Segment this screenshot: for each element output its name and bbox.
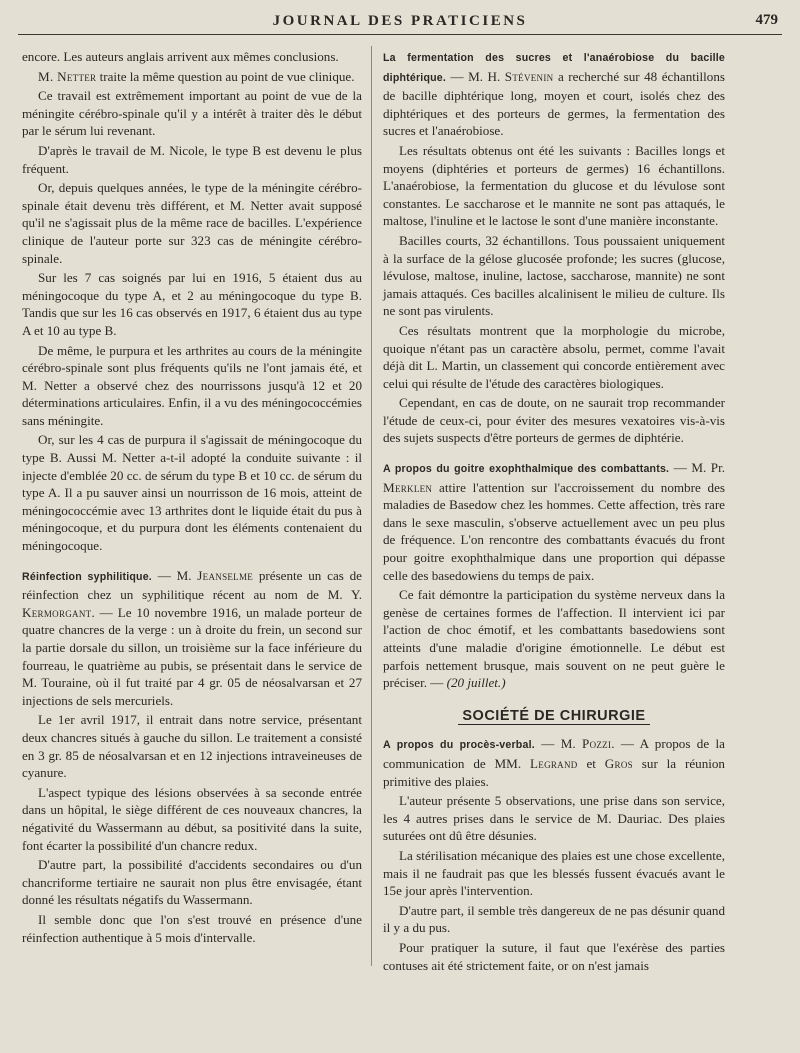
page-header [18,6,782,35]
paragraph: Ce travail est extrêmement important au point de vue de la méningite cérébro-spinale qu'il y a intérêt à traiter dès le début par le sérum lui revenant. [22,88,362,139]
paragraph: D'autre part, il semble très dangereux de ne pas désunir quand il y a du pus. [383,902,725,936]
paragraph: Cependant, en cas de doute, on ne saurait trop recommander l'étude de ceux-ci, pour éviter des mesures vexatoires vis-à-vis des sujets suspects d'être porteurs de germes de diphtérie. [383,395,725,446]
author-name: Gros [604,755,633,771]
paragraph: L'auteur présente 5 observations, une prise dans son service, les 4 autres prises dans le service de M. Dauriac. Des plaies suturées ont dû être désunies. [383,793,725,844]
page-number: 479 [755,12,778,28]
paragraph: D'autre part, la possibilité d'accidents secondaires ou d'un chancriforme tertiaire ne saurait non plus être envisagée, étant donné les résultats négatifs du Wassermann. [22,857,362,908]
author-name: Stévenin [504,68,554,84]
paragraph: D'après le travail de M. Nicole, le type B est devenu le plus fréquent. [22,142,362,176]
paragraph: Les résultats obtenus ont été les suivants : Bacilles longs et moyens (diphtéries et porteurs de germes) 16 échantillons. L'anaérobiose, la fermentation du glucose et du lévulose sont constantes. Le saccharose et le mannite ne sont pas attaqués, le maltose, l'inuline et le lactose le sont d'une manière inconstante. [383,142,725,229]
paragraph: encore. Les auteurs anglais arrivent aux mêmes conclusions. [22,49,339,64]
article-reinfection: Réinfection syphilitique. — M. Jeanselme présente un cas de réinfection chez un syphilitique récent au nom de M. Y. Kermorgant. — Le 10 novembre 1916, un malade porteur de quatre chancres de la verge : un à droite du frein, un second sur la partie dorsale du sillon, un troisième sur la face inférieure du fourreau, le quatrième au pubis, se présentait dans le service de M. Touraine, où il fut traité par 4 gr. 05 de néosalvarsan et 27 injections de sels mercuriels. [22,567,362,708]
section-heading: SOCIÉTÉ DE CHIRURGIE [383,708,725,726]
article-heading: A propos du procès-verbal. [383,739,535,752]
paragraph: Pour pratiquer la suture, il faut que l'exérèse des parties contuses ait été strictement faite, or on n'est jamais [383,939,725,973]
paragraph: De même, le purpura et les arthrites au cours de la méningite cérébro-spinale sont plus fréquents qu'ils ne l'ont jamais été, et M. Netter a observé chez des nourrissons jusqu'à 12 et 20 déterminations articulaires. Enfin, il a vu des méningococcémies sans méningite. [22,342,362,428]
author-name: Merklen [383,479,433,495]
article-fermentation: La fermentation des sucres et l'anaérobiose du bacille diphtérique. — M. H. Stévenin a recherché sur 48 échantillons de bacille diphtérique long, moyen et court, isolés chez des diphtériques et des porteurs de germes, la fermentation des sucres et l'anaérobiose. [383,52,725,139]
article-proces-verbal: A propos du procès-verbal. — M. Pozzi. — A propos de la communication de MM. Legrand et Gros sur la réunion primitive des plaies. [383,736,725,789]
paragraph: Or, depuis quelques années, le type de la méningite cérébro-spinale était devenu très différent, et M. Netter avait supposé qu'il ne s'agissait plus de la même race de bacilles. L'expérience clinique de l'auteur porte sur 323 cas de méningite cérébro-spinale. [22,180,362,266]
article-heading: La fermentation des sucres et l'anaérobiose du bacille diphtérique. [383,52,725,84]
date-note: (20 juillet.) [446,675,506,691]
paragraph: L'aspect typique des lésions observées à sa seconde entrée dans un hôpital, le siège différent de ces nouveaux chancres, la négativité du Wassermann au début, sa positivité dans la suite, font écarter la possibilité d'un chancre redux. [22,784,362,853]
author-name: Kermorgant [22,604,92,620]
journal-title: JOURNAL DES PRATICIENS [272,13,528,29]
paragraph: Ce fait démontre la participation du système nerveux dans la genèse de certaines formes de l'affection. Il intervient ici par l'action de choc émotif, et les combattants basedowiens sont atteints d'une maladie d'origine émotionnelle. Le début est parfois nettement brusque, mais souvent on ne peut guère le préciser. — (20 juillet.) [383,587,725,691]
column-divider [371,46,372,966]
paragraph: La stérilisation mécanique des plaies est une chose excellente, mais il ne faudrait pas que les blessés fussent évacués avant le 15e jour après l'intervention. [383,847,725,899]
author-name: Legrand [529,755,578,771]
paragraph: Sur les 7 cas soignés par lui en 1916, 5 étaient dus au méningocoque du type A, et 2 au méningocoque du type B. Tandis que sur les 16 cas observés en 1917, 6 étaient dus au type A et 10 au type B. [22,270,362,338]
left-column [22,48,362,948]
paragraph: Le 1er avril 1917, il entrait dans notre service, présentant deux chancres situés à gauche du sillon. Le traitement a consisté en 3 gr. 85 de néosalvarsan et en 12 injections intraveineuses de cyanure. [22,712,362,781]
article-heading: A propos du goitre exophthalmique des combattants. [383,463,670,476]
paragraph-text: traite la même question au point de vue clinique. [96,68,355,84]
paragraph: Il semble donc que l'on s'est trouvé en présence d'une réinfection authentique à 5 mois d'intervalle. [22,911,362,945]
author-name: Jeanselme [197,567,254,583]
paragraph: Bacilles courts, 32 échantillons. Tous poussaient uniquement à la surface de la gélose glucosée profonde; les sucres (glucose, lévulose, maltose, inuline, lactose, saccharose, mannite) ne sont jamais attaqués. Ces bacilles alcalinisent le milieu de culture. Ils ne sont pas virulents. [383,232,725,319]
paragraph: Ces résultats montrent que la morphologie du microbe, quoique n'étant pas un caractère absolu, permet, comme l'avait déjà dit L. Martin, un classement qui concorde entièrement avec celui qui résulte de l'étude des caractères biologiques. [383,322,725,391]
article-heading: Réinfection syphilitique. [22,570,152,583]
right-column [383,48,725,976]
article-goitre: A propos du goitre exophthalmique des combattants. — M. Pr. Merklen attire l'attention sur l'accroissement du nombre des maladies de Basedow chez les hommes. Cette affection, très rare dans le sexe masculin, s'observe actuellement avec un peu plus de fréquence. L'on rencontre des combattants évacués du front pour goitre exophthalmique dans une proportion qui dépasse celle des basedowiens du temps de paix. [383,460,726,583]
paragraph [22,68,362,86]
author-name: M. Netter [38,68,97,84]
author-name: Pozzi [582,736,612,752]
paragraph: Or, sur les 4 cas de purpura il s'agissait de méningocoque du type B. Aussi M. Netter a-t-il adopté la conduite suivante : il injecte d'emblée 20 cc. de sérum du type B et 10 cc. de sérum du type A. Il a pu sauver ainsi un nourrisson de 16 mois, atteint de méningococcémie avec 13 arthrites dont le liquide était du pus à méningocoque, et du purpura dont les éléments contenaient du méningocoque. [22,432,362,554]
